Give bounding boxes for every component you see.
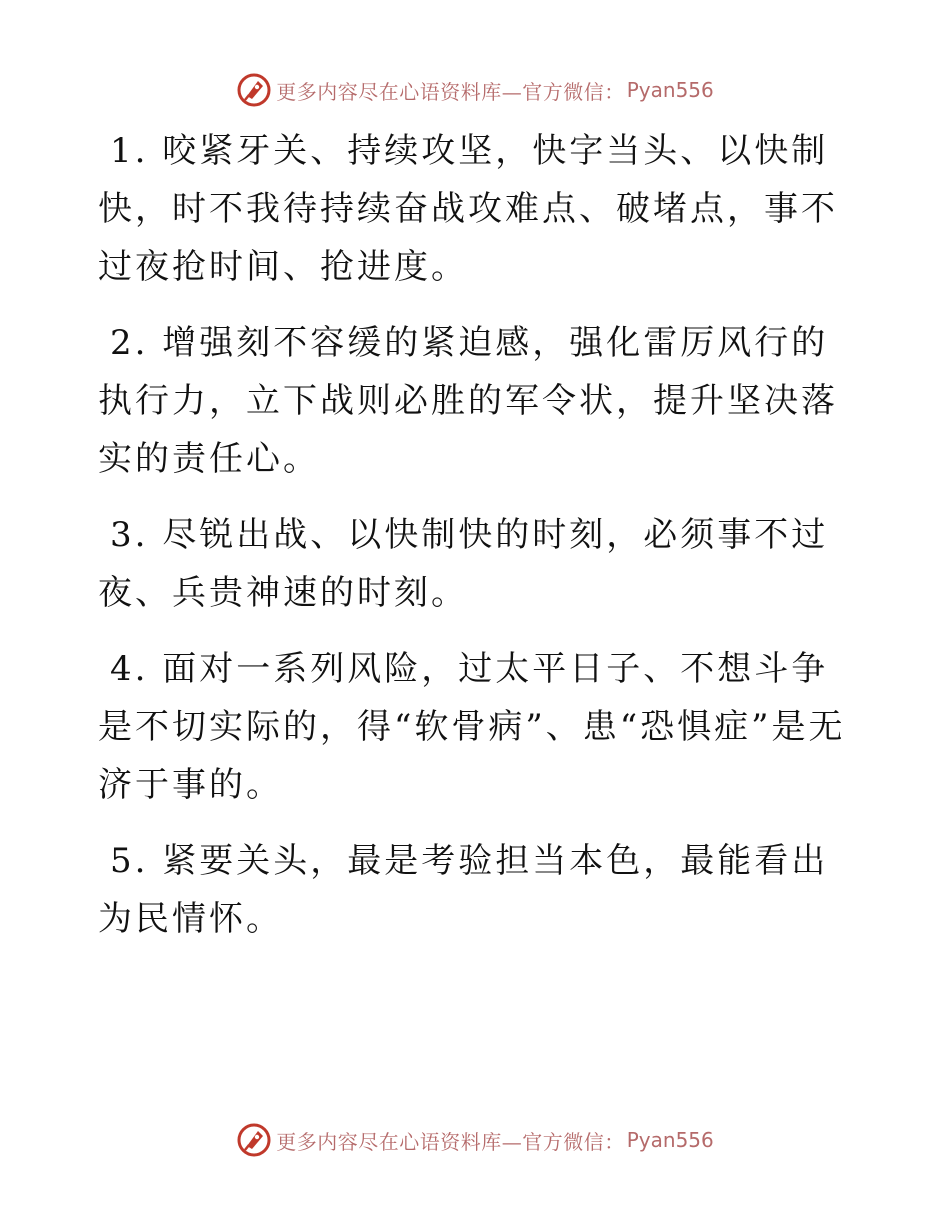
- footer-watermark-text: 更多内容尽在心语资料库—官方微信：: [276, 1129, 625, 1154]
- header-watermark: [0, 70, 950, 110]
- footer-wechat-id: Pyan556: [626, 1128, 714, 1152]
- list-item-5: 5. 紧要关头，最是考验担当本色，最能看出为民情怀。: [98, 841, 829, 939]
- header-watermark-text: 更多内容尽在心语资料库—官方微信：: [276, 79, 625, 104]
- document-body: [98, 122, 858, 966]
- list-item-1: 1. 咬紧牙关、持续攻坚，快字当头、以快制快，时不我待持续奋战攻难点、破堵点，事不过夜抢时间、抢进度。: [98, 131, 838, 287]
- list-item-4: 4. 面对一系列风险，过太平日子、不想斗争是不切实际的，得“软骨病”、患“恐惧症”是无济于事的。: [98, 649, 846, 805]
- list-item-2: 2. 增强刻不容缓的紧迫感，强化雷厉风行的执行力，立下战则必胜的军令状，提升坚决落实的责任心。: [98, 323, 838, 479]
- pen-nib-logo-icon: [236, 1122, 272, 1158]
- footer-watermark: [0, 1120, 950, 1160]
- list-item-3: 3. 尽锐出战、以快制快的时刻，必须事不过夜、兵贵神速的时刻。: [98, 515, 829, 613]
- header-wechat-id: Pyan556: [626, 78, 714, 102]
- pen-nib-logo-icon: [236, 72, 272, 108]
